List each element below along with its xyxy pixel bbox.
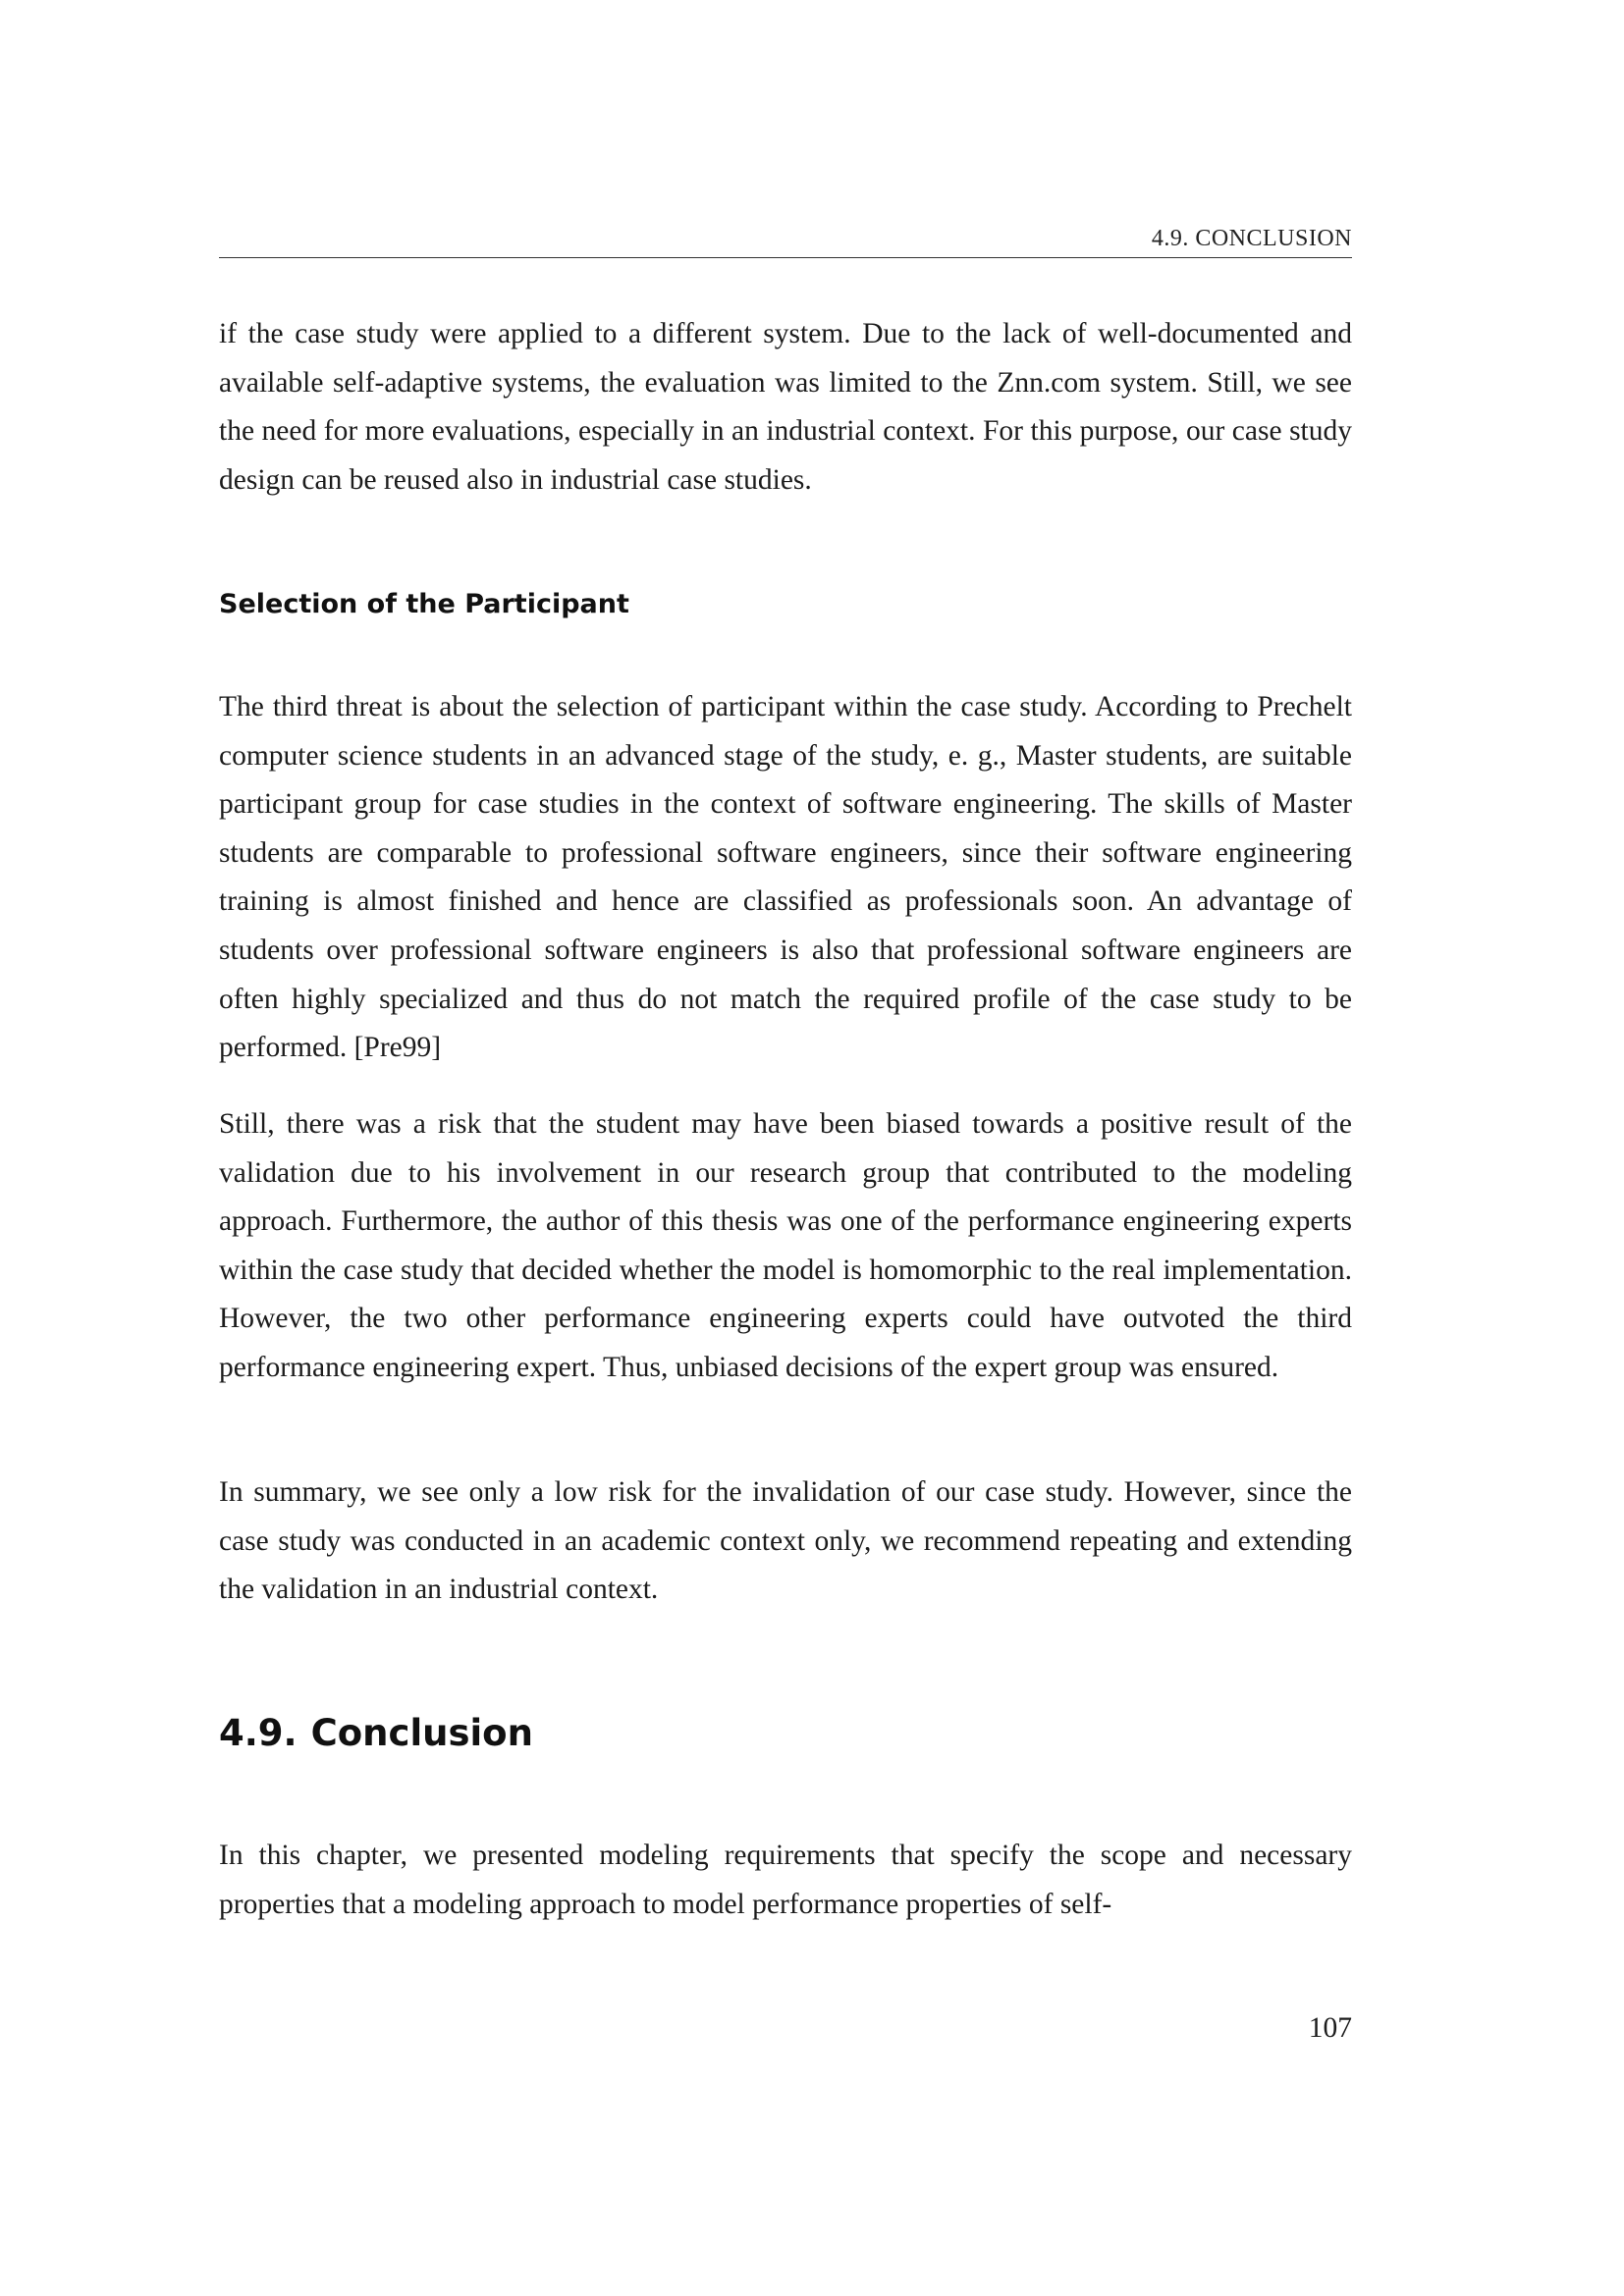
section-title-conclusion [219, 1712, 533, 1754]
paragraph-threat-continuation: if the case study were applied to a different system. Due to the lack of well-documented and available self-adaptive systems, the evaluation was limited to the Znn.com system. Still, we see the need for more evaluations, especially in an industrial context. For this purpose, our case study design can be reused also in industrial case studies. [219, 318, 1352, 496]
paragraph-student-bias: Still, there was a risk that the student may have been biased towards a positive result of the validation due to his involvement in our research group that contributed to the modeling approach. Furthermore, the author of this thesis was one of the performance engineering experts within the case study that decided whether the model is homomorphic to the real implementation. However, the two other performance engineering experts could have outvoted the third performance engineering expert. Thus, unbiased decisions of the expert group was ensured. [219, 1108, 1352, 1383]
subsection-title-selection-of-participant: Selection of the Participant [219, 589, 629, 619]
paragraph-summary: In summary, we see only a low risk for the invalidation of our case study. However, since the case study was conducted in an academic context only, we recommend repeating and extending the validation in an industrial context. [219, 1476, 1352, 1606]
section-number: 4.9. [219, 1712, 298, 1754]
running-header-title: 4.9. CONCLUSION [1151, 226, 1352, 251]
paragraph-conclusion-intro: In this chapter, we presented modeling requirements that specify the scope and necessary properties that a modeling approach to model performance properties of self- [219, 1840, 1352, 1920]
paragraph-participant-selection: The third threat is about the selection of participant within the case study. According to Prechelt computer science students in an advanced stage of the study, e. g., Master students, are suitable participant group for case studies in the context of software engineering. The skills of Master students are comparable to professional software engineers, since their software engineering training is almost finished and hence are classified as professionals soon. An advantage of students over professional software engineers is also that professional software engineers are often highly specialized and thus do not match the required profile of the case study to be performed. [Pre99] [219, 691, 1352, 1064]
page-number: 107 [1308, 2012, 1352, 2044]
section-title-text: Conclusion [310, 1712, 533, 1754]
running-header [219, 222, 1352, 258]
